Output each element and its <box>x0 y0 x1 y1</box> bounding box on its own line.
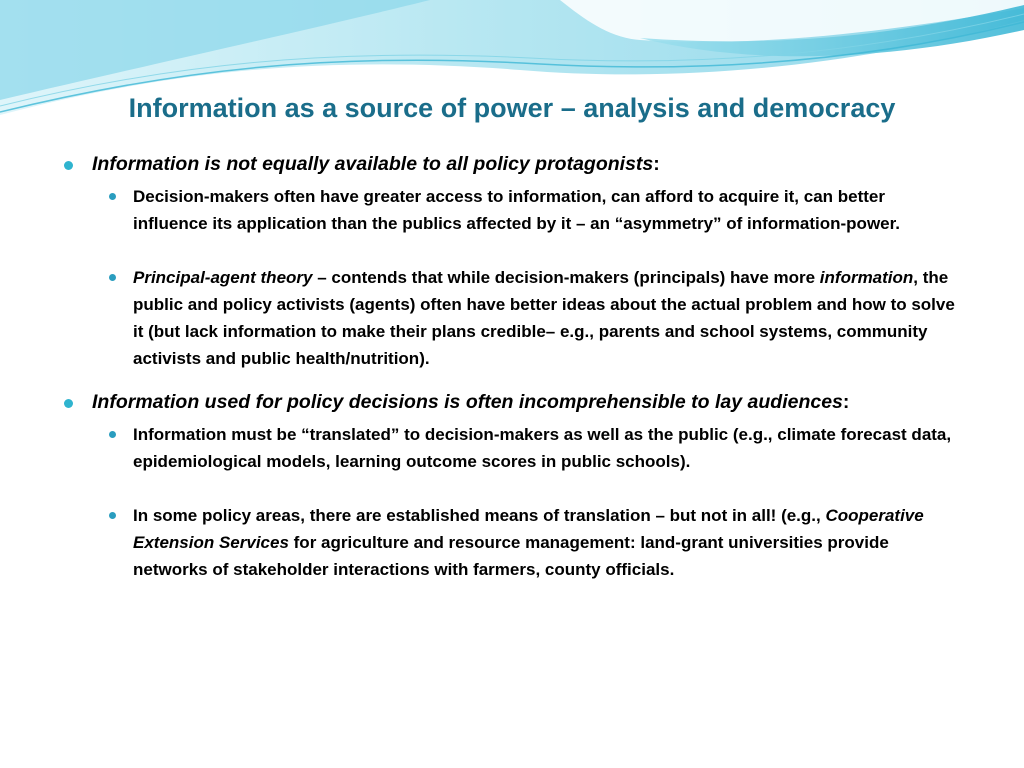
cooperative-extension-services-term: Cooperative Extension Services <box>133 506 924 552</box>
sub-bullet-dot-icon <box>109 274 116 281</box>
sub-bullet-2-1-text: Information must be “translated” to decision-makers as well as the public (e.g., climate forecast data, epidemiological models, learning outcome scores in public schools). <box>133 425 952 471</box>
sub-bullet-dot-icon <box>109 512 116 519</box>
bullet-point-2 <box>64 388 964 417</box>
sub-bullet-2-1 <box>64 421 964 475</box>
sub-bullet-2-2-rest: for agriculture and resource management: land-grant universities provide networks of stakeholder interactions with farmers, county officials. <box>133 533 889 579</box>
sub-bullet-2-2 <box>64 502 964 583</box>
bullet-point-2-text: Information used for policy decisions is often incomprehensible to lay audiences <box>92 391 843 413</box>
bullet-point-1-colon: : <box>653 153 660 175</box>
sub-bullet-1-2-rest: , the public and policy activists (agents) often have better ideas about the actual problem and how to solve it (but lack information to make their plans credible– e.g., parents and school systems, community activists and public health/nutrition). <box>133 268 955 368</box>
slide-title: Information as a source of power – analysis and democracy <box>128 93 896 123</box>
bullet-point-1-text: Information is not equally available to all policy protagonists <box>92 153 654 175</box>
information-term: information <box>819 268 914 287</box>
bullet-point-1 <box>64 150 964 179</box>
sub-bullet-dot-icon <box>109 431 116 438</box>
slide-content <box>64 150 964 583</box>
sub-bullet-1-2-text: – contends that while decision-makers (principals) have more <box>312 268 820 287</box>
sub-bullet-1-1-text: Decision-makers often have greater access to information, can afford to acquire it, can better influence its application than the publics affected by it – an “asymmetry” of information-power. <box>133 187 901 233</box>
principal-agent-theory-term: Principal-agent theory <box>133 268 313 287</box>
sub-bullet-2-2-text: In some policy areas, there are established means of translation – but not in all! (e.g., <box>133 506 826 525</box>
sub-bullet-1-1 <box>64 183 964 237</box>
bullet-dot-icon <box>64 399 73 408</box>
bullet-dot-icon <box>64 161 73 170</box>
sub-bullet-dot-icon <box>109 193 116 200</box>
bullet-point-2-colon: : <box>842 391 850 413</box>
sub-bullet-1-2 <box>64 264 964 372</box>
